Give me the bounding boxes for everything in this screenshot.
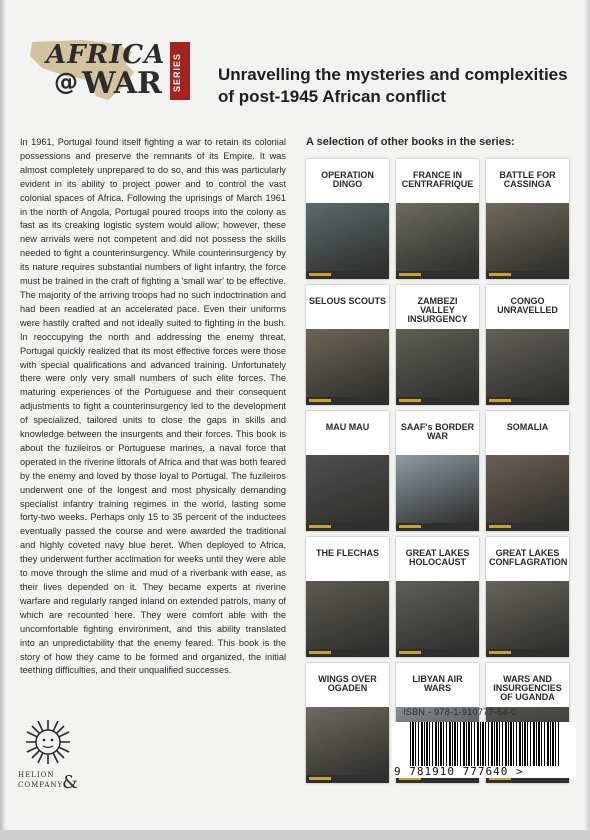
book-footer-band (396, 397, 479, 405)
book-title: SAAF's BORDER WAR (400, 422, 475, 441)
book-cover (396, 285, 479, 405)
book-cover (486, 537, 569, 657)
book-cover (306, 663, 389, 783)
book-cover-photo (486, 329, 569, 397)
edge-shadow (584, 0, 590, 840)
book-cover-photo (486, 455, 569, 523)
book-cover (486, 411, 569, 531)
book-title: OPERATION DINGO (321, 170, 374, 189)
isbn-text: ISBN - 978-1-910777-64-0 (403, 707, 517, 717)
logo-war-text: WAR (82, 66, 162, 101)
book-title: LIBYAN AIR WARS (412, 674, 463, 693)
book-cover-photo (486, 581, 569, 649)
sun-emblem-icon (26, 720, 70, 764)
book-title: SOMALIA (506, 422, 549, 432)
logo-at-text: @ (54, 68, 78, 96)
book-cover-photo (306, 329, 389, 397)
book-cover (396, 411, 479, 531)
publisher-line1: HELION (18, 771, 55, 779)
spine-shadow (0, 0, 6, 840)
barcode-digits: 9 781910 777640 > (394, 765, 524, 778)
headline: Unravelling the mysteries and complexities of post-1945 African conflict (218, 65, 568, 106)
book-footer-band (396, 271, 479, 279)
book-footer-band (306, 649, 389, 657)
book-footer-band (306, 397, 389, 405)
book-cover (486, 159, 569, 279)
book-cover-photo (396, 203, 479, 271)
book-title: WINGS OVER OGADEN (318, 674, 377, 693)
book-footer-band (486, 523, 569, 531)
book-cover-photo (306, 581, 389, 649)
barcode (392, 722, 576, 778)
publisher-name (18, 770, 98, 790)
book-cover-photo (396, 455, 479, 523)
book-cover (396, 537, 479, 657)
book-title: BATTLE FOR CASSINGA (499, 170, 556, 189)
book-title: MAU MAU (325, 422, 370, 432)
book-cover (306, 411, 389, 531)
book-title: GREAT LAKES HOLOCAUST (405, 548, 470, 567)
book-footer-band (486, 649, 569, 657)
book-cover (396, 159, 479, 279)
book-footer-band (306, 775, 389, 783)
publisher-line2: COMPANY (18, 781, 64, 789)
book-cover (306, 159, 389, 279)
book-footer-band (486, 271, 569, 279)
book-title: WARS AND INSURGENCIES OF UGANDA (493, 674, 562, 702)
book-title: FRANCE IN CENTRAFRIQUE (401, 170, 474, 189)
book-cover-photo (396, 329, 479, 397)
selection-title: A selection of other books in the series: (306, 136, 515, 148)
book-title: GREAT LAKES CONFLAGRATION (489, 548, 568, 567)
bottom-edge (0, 830, 590, 840)
book-cover-photo (486, 203, 569, 271)
book-footer-band (306, 523, 389, 531)
book-cover-photo (396, 581, 479, 649)
book-footer-band (486, 397, 569, 405)
barcode-bars (410, 722, 560, 766)
book-cover-photo (306, 455, 389, 523)
book-title: THE FLECHAS (316, 548, 379, 558)
blurb-text: In 1961, Portugal found itself fighting a war to retain its colonial possessions and preserve the remnants of its Empire. It was almost completely unprepared to do so, and this was particularly evident in its ability to project power and to control the vast colonial spaces of Africa. Following the uprisings of March 1961 in the north of Angola, Portugal poured troops into the colony as fast as its creaking logistic system would allow; however, these new arrivals were not competent and did not possess the skills needed to fight a counterinsurgency. While counterinsurgency by its nature requires substantial numbers of light infantry, the force must be trained in the craft of fighting a 'small war' to be effective. The majority of the arriving troops had no such indoctrination and had been readied at an accelerated pace. Even their uniforms were hastily crafted and not ideally suited to fighting in the bush. In reoccupying the north and addressing the enemy threat, Portugal quickly realized that its most effective forces were those with special qualifications and advanced training. Unfortunately there were only very small numbers of such elite forces. The maturing experiences of the Portuguese and their consequent adjustments to fight a counterinsurgency led to the development of specialized, tailored units to close the gaps in skills and knowledge between the insurgents and their forces. This book is about the fuzileiros or Portuguese marines, a naval force that operated in the riverine littorals of Africa and that was both feared by the enemy and loved by those loyal to Portugal. The fuzileiros underwent one of the longest and most physically demanding specialist infantry training regimes in the world, lasting some forty-two weeks. Perhaps only 15 to 35 percent of the inductees eventually passed the course and were awarded the traditional and highly coveted navy blue beret. When deployed to Africa, they underwent further acclimation for weeks until they were able to move through the slime and mud of a riverbank with ease, as their lives depended on it. They became experts at riverine warfare and regularly ranged inland on extended patrols, many of which are recounted here. They were comfort able with the uncomfortable fighting environment, and this ability translated into an unpredictability that the enemy feared. This book is the story of how they came to be formed and organized, the initial teething difficulties, and their unqualified successes. (20, 137, 286, 676)
book-cover (306, 537, 389, 657)
book-title: CONGO UNRAVELLED (497, 296, 558, 315)
book-cover-photo (306, 707, 389, 775)
book-title: ZAMBEZI VALLEY INSURGENCY (407, 296, 468, 324)
book-cover (486, 285, 569, 405)
book-footer-band (306, 271, 389, 279)
logo-series-tab (170, 42, 190, 100)
logo-africa-text: AFRICA (46, 40, 166, 70)
book-footer-band (396, 649, 479, 657)
publisher-logo (18, 720, 78, 820)
book-cover (306, 285, 389, 405)
book-title: SELOUS SCOUTS (309, 296, 387, 306)
publisher-ampersand: & (62, 772, 79, 793)
book-footer-band (396, 523, 479, 531)
logo-series-text: SERIES (172, 52, 182, 92)
book-cover-photo (306, 203, 389, 271)
series-logo (22, 38, 202, 102)
